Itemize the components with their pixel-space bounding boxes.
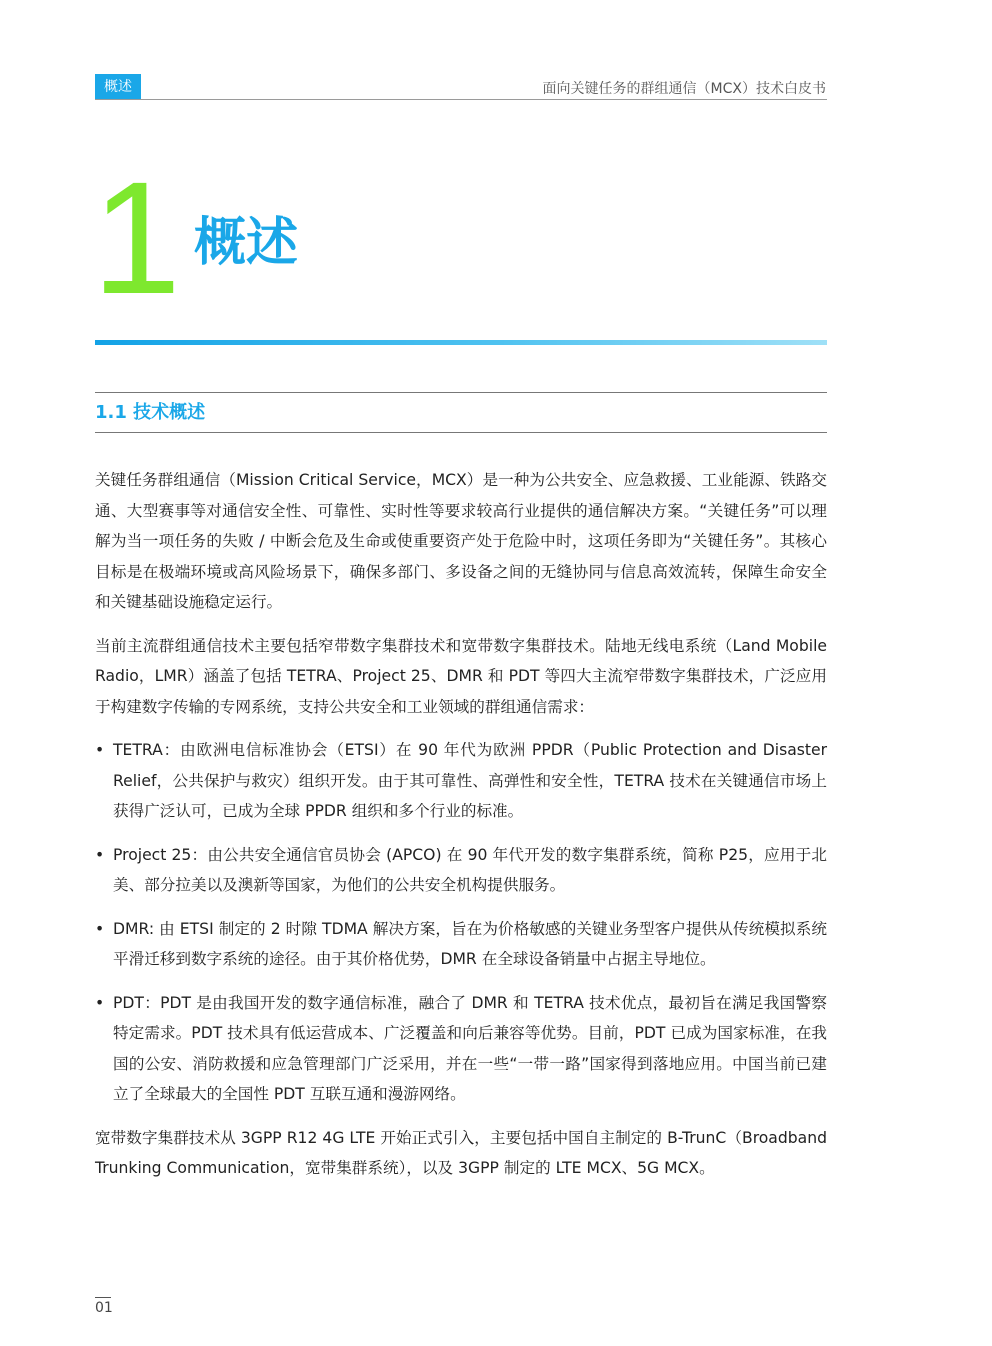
bullet-marker: • (95, 741, 105, 759)
list-item-text: DMR: 由 ETSI 制定的 2 时隙 TDMA 解决方案，旨在为价格敏感的关键业务型客户提供从传统模拟系统平滑迁移到数字系统的途径。由于其价格优势，DMR 在全球设备销量中占据主导地位。 (113, 919, 827, 968)
page-number: 01 (95, 1300, 113, 1316)
list-item-dmr (95, 914, 827, 975)
section-divider-top (95, 392, 827, 393)
section-divider-bottom (95, 432, 827, 433)
chapter-divider-bar (95, 340, 827, 345)
bullet-marker: • (95, 919, 105, 938)
section-title: 1.1 技术概述 (95, 402, 206, 423)
list-item-text: TETRA：由欧洲电信标准协会（ETSI）在 90 年代为欧洲 PPDR（Public Protection and Disaster Relief，公共保护与救灾）组织开发。由于其可靠性、高弹性和安全性，TETRA 技术在关键通信市场上获得广泛认可，已成为全球 PPDR 组织和多个行业的标准。 (113, 741, 827, 820)
list-item-text: PDT：PDT 是由我国开发的数字通信标准，融合了 DMR 和 TETRA 技术优点，最初旨在满足我国警察特定需求。PDT 技术具有低运营成本、广泛覆盖和向后兼容等优势。目前，PDT 已成为国家标准，在我国的公安、消防救援和应急管理部门广泛采用，并在一些“一带一路”国家得到落地应用。中国当前已建立了全球最大的全国性 PDT 互联互通和漫游网络。 (113, 993, 827, 1103)
technology-list (95, 735, 827, 1110)
header-divider (95, 99, 827, 100)
chapter-title: 概述 (194, 213, 299, 273)
list-item-text: Project 25：由公共安全通信官员协会 (APCO) 在 90 年代开发的数字集群系统，简称 P25，应用于北美、部分拉美以及澳新等国家，为他们的公共安全机构提供服务。 (113, 845, 827, 894)
bullet-marker: • (95, 993, 105, 1012)
list-item-p25 (95, 840, 827, 901)
list-item-pdt (95, 988, 827, 1110)
paragraph-intro: 关键任务群组通信（Mission Critical Service，MCX）是一种为公共安全、应急救援、工业能源、铁路交通、大型赛事等对通信安全性、可靠性、实时性等要求较高行业提供的通信解决方案。“关键任务”可以理解为当一项任务的失败 / 中断会危及生命或使重要资产处于危险中时，这项任务即为“关键任务”。其核心目标是在极端环境或高风险场景下，确保多部门、多设备之间的无缝协同与信息高效流转，保障生命安全和关键基础设施稳定运行。 (95, 471, 827, 611)
chapter-number: 1 (92, 148, 181, 327)
header-document-title: 面向关键任务的群组通信（MCX）技术白皮书 (542, 81, 826, 97)
paragraph-lmr: 当前主流群组通信技术主要包括窄带数字集群技术和宽带数字集群技术。陆地无线电系统（Land Mobile Radio，LMR）涵盖了包括 TETRA、Project 25、DMR 和 PDT 等四大主流窄带数字集群技术，广泛应用于构建数字传输的专网系统，支持公共安全和工业领域的群组通信需求： (95, 636, 827, 716)
list-item-tetra (95, 735, 827, 827)
body-content (95, 465, 827, 1197)
bullet-marker: • (95, 845, 105, 864)
header-section-tag: 概述 (95, 74, 141, 100)
paragraph-broadband: 宽带数字集群技术从 3GPP R12 4G LTE 开始正式引入，主要包括中国自主制定的 B-TrunC（Broadband Trunking Communication，宽带集群系统），以及 3GPP 制定的 LTE MCX、5G MCX。 (95, 1128, 827, 1177)
footer-divider (95, 1297, 111, 1298)
